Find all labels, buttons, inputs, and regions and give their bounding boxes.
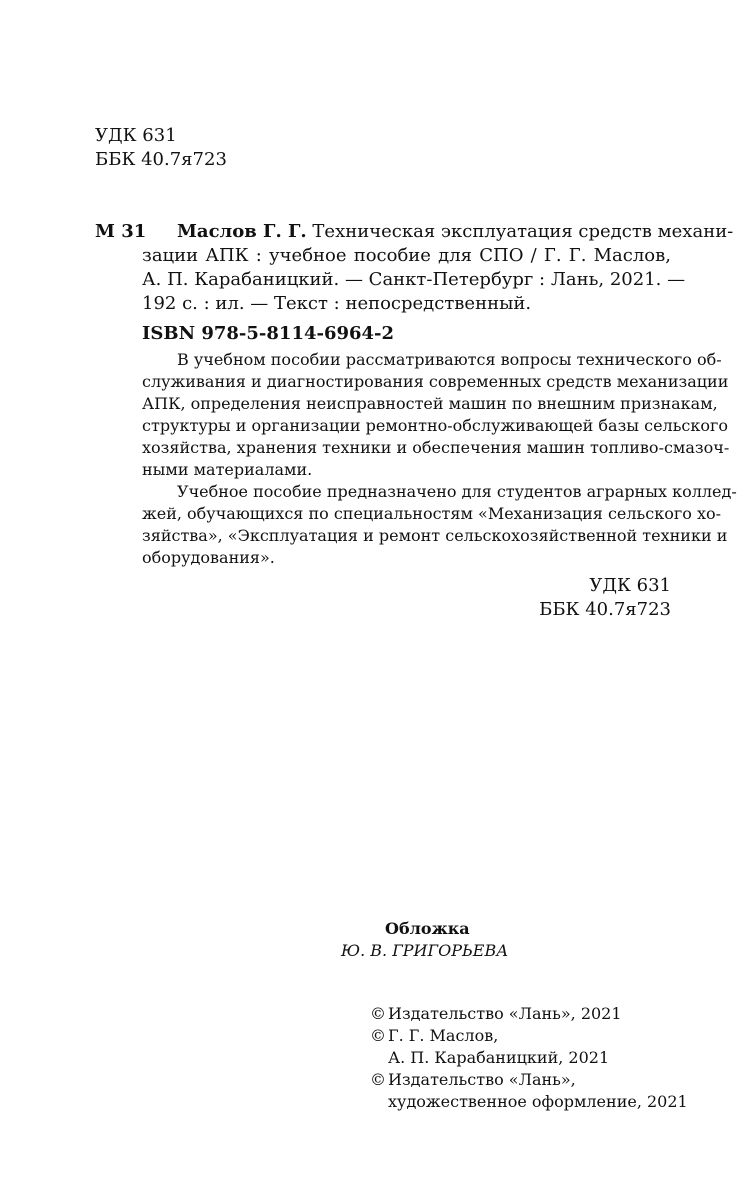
abstract-line: оборудования». [142, 548, 275, 567]
copyright-line: Издательство «Лань», [388, 1070, 576, 1089]
abstract-line: жей, обучающихся по специальностям «Механизация сельского хо- [142, 504, 722, 523]
abstract-line: зяйства», «Эксплуатация и ремонт сельскохозяйственной техники и [142, 526, 728, 545]
cover-artist: Ю. В. ГРИГОРЬЕВА [341, 941, 509, 960]
copyright-line: А. П. Карабаницкий, 2021 [388, 1048, 610, 1067]
isbn: ISBN 978-5-8114-6964-2 [142, 323, 395, 344]
copyright-line: художественное оформление, 2021 [388, 1092, 688, 1111]
abstract-line: структуры и организации ремонтно-обслуживающей базы сельского [142, 416, 729, 435]
bib-line-3: А. П. Карабаницкий. — Санкт-Петербург : Лань, 2021. — [142, 269, 686, 290]
abstract-line: хозяйства, хранения техники и обеспечения машин топливо-смазоч- [142, 438, 730, 457]
bib-line-4: 192 с. : ил. — Текст : непосредственный. [142, 293, 532, 314]
copyright-line: Издательство «Лань», 2021 [388, 1004, 622, 1023]
copyright-symbol: © [370, 1004, 386, 1023]
top-udk: УДК 631 [95, 125, 177, 146]
abstract-line: АПК, определения неисправностей машин по внешним признакам, [142, 394, 718, 413]
copyright-symbol: © [370, 1026, 386, 1045]
author-sign: М 31 [95, 221, 147, 242]
bib-line-1 [177, 220, 734, 244]
cover-label: Обложка [385, 919, 470, 938]
abstract-line: ными материалами. [142, 460, 313, 479]
copyright-line: Г. Г. Маслов, [388, 1026, 499, 1045]
bib-title-part: Техническая эксплуатация средств механи- [312, 221, 734, 242]
top-bbk: ББК 40.7я723 [95, 149, 227, 170]
bottom-bbk: ББК 40.7я723 [539, 599, 671, 620]
abstract-line: служивания и диагностирования современных средств механизации [142, 372, 729, 391]
author-name: Маслов Г. Г. [177, 221, 307, 242]
bottom-udk: УДК 631 [589, 575, 671, 596]
copyright-symbol: © [370, 1070, 386, 1089]
abstract-line: В учебном пособии рассматриваются вопросы технического об- [177, 350, 722, 369]
bib-line-2: зации АПК : учебное пособие для СПО / Г. Г. Маслов, [142, 245, 671, 266]
abstract-line: Учебное пособие предназначено для студентов аграрных коллед- [177, 482, 737, 501]
